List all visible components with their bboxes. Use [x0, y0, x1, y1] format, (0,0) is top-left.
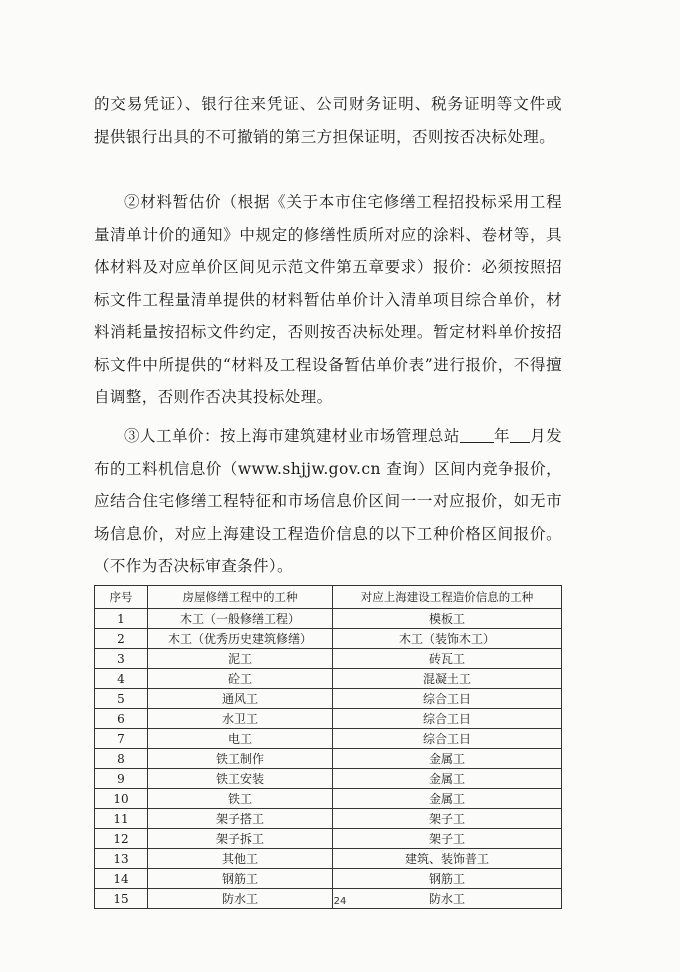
cell-cost-type: 金属工 — [333, 769, 562, 789]
cell-repair-type: 砼工 — [148, 669, 333, 689]
paragraph-evidence: 的交易凭证）、银行往来凭证、公司财务证明、税务证明等文件或提供银行出具的不可撤销的第三方担保证明，否则按否决标处理。 — [94, 95, 562, 146]
table-row — [95, 849, 562, 869]
cell-cost-type: 木工（装饰木工） — [333, 629, 562, 649]
cell-no: 15 — [95, 889, 148, 909]
year-label: 年 — [493, 427, 510, 445]
cell-cost-type: 钢筋工 — [333, 869, 562, 889]
cell-no: 9 — [95, 769, 148, 789]
table-row — [95, 749, 562, 769]
cell-repair-type: 铁工制作 — [148, 749, 333, 769]
cell-no: 6 — [95, 709, 148, 729]
table-row — [95, 649, 562, 669]
cell-repair-type: 钢筋工 — [148, 869, 333, 889]
cell-no: 3 — [95, 649, 148, 669]
cell-cost-type: 综合工日 — [333, 729, 562, 749]
cell-cost-type: 架子工 — [333, 809, 562, 829]
cell-repair-type: 木工（优秀历史建筑修缮） — [148, 629, 333, 649]
table-row — [95, 669, 562, 689]
labor-price-text-a: ③人工单价：按上海市建筑建材业市场管理总站 — [124, 427, 460, 445]
paragraph-material-estimate: ②材料暂估价（根据《关于本市住宅修缮工程招投标采用工程量清单计价的通知》中规定的修缮性质所对应的涂料、卷材等，具体材料及对应单价区间见示范文件第五章要求）报价：必须按照招标文件工程量清单提供的材料暂估单价计入清单项目综合单价，材料消耗量按招标文件约定，否则按否决标处理。暂定材料单价按招标文件中所提供的“材料及工程设备暂估单价表”进行报价，不得擅自调整，否则作否决其投标处理。 — [94, 193, 562, 406]
table-row — [95, 809, 562, 829]
cell-no: 7 — [95, 729, 148, 749]
cell-cost-type: 综合工日 — [333, 709, 562, 729]
paragraph-labor-price — [94, 420, 562, 583]
cell-repair-type: 电工 — [148, 729, 333, 749]
cell-cost-type: 防水工 — [333, 889, 562, 909]
table-header-row — [95, 586, 562, 609]
header-no: 序号 — [95, 586, 148, 609]
table-row — [95, 689, 562, 709]
header-repair-work-type: 房屋修缮工程中的工种 — [148, 586, 333, 609]
cell-no: 12 — [95, 829, 148, 849]
cell-no: 1 — [95, 609, 148, 629]
cell-cost-type: 金属工 — [333, 749, 562, 769]
header-cost-info-work-type: 对应上海建设工程造价信息的工种 — [333, 586, 562, 609]
table-row — [95, 769, 562, 789]
cell-cost-type: 混凝土工 — [333, 669, 562, 689]
table-row — [95, 789, 562, 809]
labor-price-text-b: 月发布的工料机信息价（www.shjjw.gov.cn 查询）区间内竞争报价，应结合住宅修缮工程特征和市场信息价区间一一对应报价，如无市场信息价，对应上海建设工程造价信息的以下工种价格区间报价。（不作为否决标审查条件）。 — [94, 427, 562, 575]
year-blank — [460, 424, 494, 443]
cell-no: 11 — [95, 809, 148, 829]
cell-cost-type: 金属工 — [333, 789, 562, 809]
cell-repair-type: 防水工 — [148, 889, 333, 909]
cell-no: 14 — [95, 869, 148, 889]
table-row — [95, 729, 562, 749]
cell-cost-type: 建筑、装饰普工 — [333, 849, 562, 869]
table-row — [95, 629, 562, 649]
cell-repair-type: 通风工 — [148, 689, 333, 709]
month-blank — [510, 424, 530, 443]
table-row — [95, 709, 562, 729]
page-number: 24 — [333, 896, 347, 907]
cell-repair-type: 其他工 — [148, 849, 333, 869]
cell-repair-type: 木工（一般修缮工程） — [148, 609, 333, 629]
cell-repair-type: 架子拆工 — [148, 829, 333, 849]
cell-repair-type: 水卫工 — [148, 709, 333, 729]
cell-no: 5 — [95, 689, 148, 709]
cell-repair-type: 架子搭工 — [148, 809, 333, 829]
cell-cost-type: 砖瓦工 — [333, 649, 562, 669]
cell-repair-type: 泥工 — [148, 649, 333, 669]
table-row — [95, 869, 562, 889]
table-row — [95, 829, 562, 849]
cell-no: 13 — [95, 849, 148, 869]
cell-repair-type: 铁工 — [148, 789, 333, 809]
cell-no: 2 — [95, 629, 148, 649]
cell-no: 10 — [95, 789, 148, 809]
work-type-table — [94, 585, 562, 909]
cell-cost-type: 综合工日 — [333, 689, 562, 709]
cell-repair-type: 铁工安装 — [148, 769, 333, 789]
cell-no: 8 — [95, 749, 148, 769]
cell-cost-type: 模板工 — [333, 609, 562, 629]
table-row — [95, 609, 562, 629]
cell-no: 4 — [95, 669, 148, 689]
cell-cost-type: 架子工 — [333, 829, 562, 849]
